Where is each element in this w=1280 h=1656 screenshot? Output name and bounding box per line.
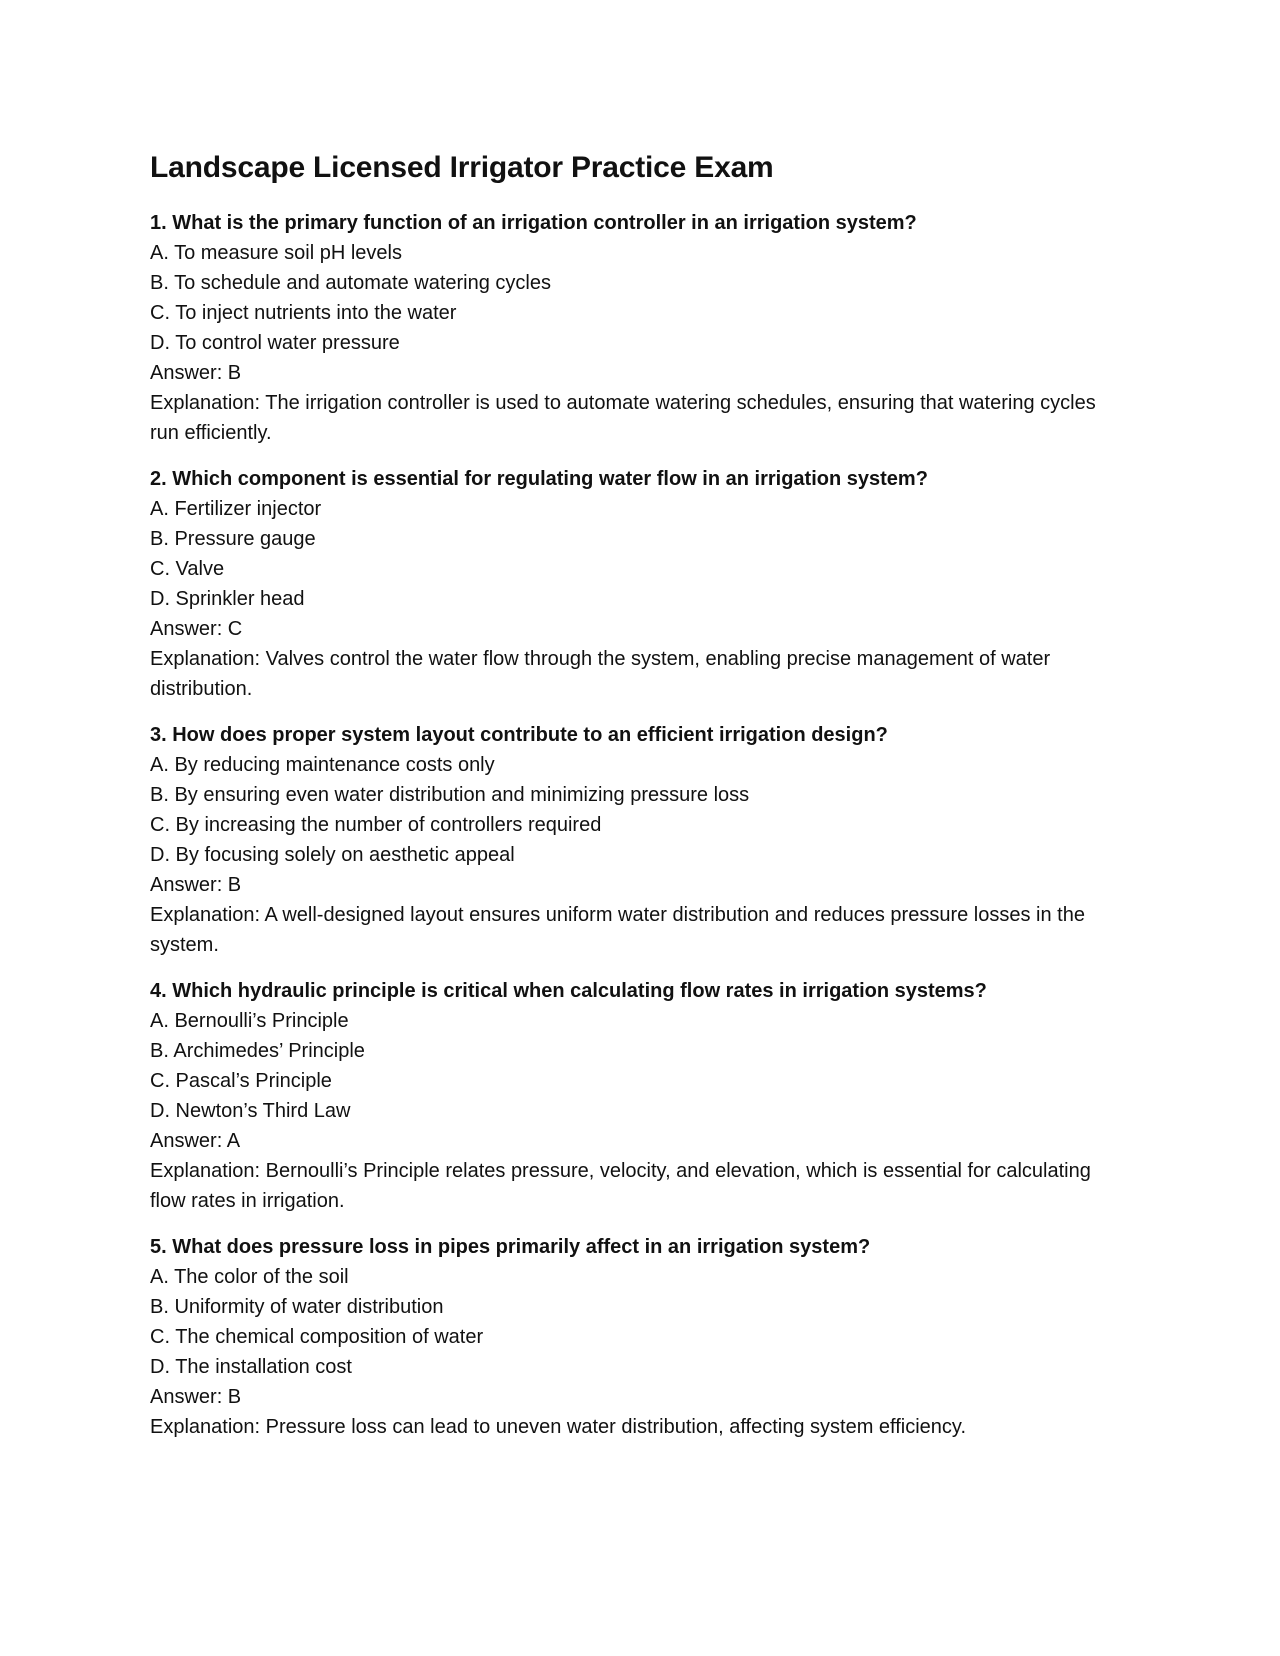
question-block-2: [150, 464, 1130, 704]
option-d: D. To control water pressure: [150, 332, 400, 354]
option-a: A. Bernoulli’s Principle: [150, 1010, 349, 1032]
explanation: Explanation: Valves control the water flow through the system, enabling precise management of water distribution.: [150, 648, 1051, 700]
option-b: B. Archimedes’ Principle: [150, 1040, 365, 1062]
document-page: [150, 150, 1130, 1458]
page-title: Landscape Licensed Irrigator Practice Exam: [150, 151, 774, 184]
question-text: 5. What does pressure loss in pipes primarily affect in an irrigation system?: [150, 1236, 871, 1258]
option-d: D. Newton’s Third Law: [150, 1100, 351, 1122]
question-text: 2. Which component is essential for regulating water flow in an irrigation system?: [150, 468, 928, 490]
answer: Answer: A: [150, 1130, 241, 1152]
explanation: Explanation: A well-designed layout ensures uniform water distribution and reduces pressure losses in the system.: [150, 904, 1085, 956]
option-c: C. By increasing the number of controllers required: [150, 814, 602, 836]
question-block-3: [150, 720, 1130, 960]
answer: Answer: B: [150, 874, 242, 896]
option-a: A. By reducing maintenance costs only: [150, 754, 495, 776]
answer: Answer: B: [150, 1386, 242, 1408]
option-c: C. To inject nutrients into the water: [150, 302, 457, 324]
option-d: D. By focusing solely on aesthetic appeal: [150, 844, 515, 866]
option-a: A. The color of the soil: [150, 1266, 349, 1288]
question-text: 3. How does proper system layout contribute to an efficient irrigation design?: [150, 724, 888, 746]
option-a: A. To measure soil pH levels: [150, 242, 402, 264]
explanation: Explanation: Bernoulli’s Principle relates pressure, velocity, and elevation, which is essential for calculating flow rates in irrigation.: [150, 1160, 1091, 1212]
question-block-5: [150, 1232, 1130, 1442]
option-d: D. The installation cost: [150, 1356, 352, 1378]
option-c: C. Valve: [150, 558, 225, 580]
option-b: B. Pressure gauge: [150, 528, 316, 550]
answer: Answer: B: [150, 362, 242, 384]
option-d: D. Sprinkler head: [150, 588, 305, 610]
question-block-1: [150, 208, 1130, 448]
answer: Answer: C: [150, 618, 243, 640]
option-b: B. Uniformity of water distribution: [150, 1296, 444, 1318]
explanation: Explanation: The irrigation controller is used to automate watering schedules, ensuring that watering cycles run efficiently.: [150, 392, 1096, 444]
option-a: A. Fertilizer injector: [150, 498, 322, 520]
question-text: 1. What is the primary function of an irrigation controller in an irrigation system?: [150, 212, 917, 234]
explanation: Explanation: Pressure loss can lead to uneven water distribution, affecting system efficiency.: [150, 1416, 966, 1438]
option-c: C. Pascal’s Principle: [150, 1070, 332, 1092]
option-b: B. To schedule and automate watering cycles: [150, 272, 551, 294]
question-text: 4. Which hydraulic principle is critical when calculating flow rates in irrigation systems?: [150, 980, 987, 1002]
option-b: B. By ensuring even water distribution and minimizing pressure loss: [150, 784, 750, 806]
option-c: C. The chemical composition of water: [150, 1326, 484, 1348]
question-block-4: [150, 976, 1130, 1216]
